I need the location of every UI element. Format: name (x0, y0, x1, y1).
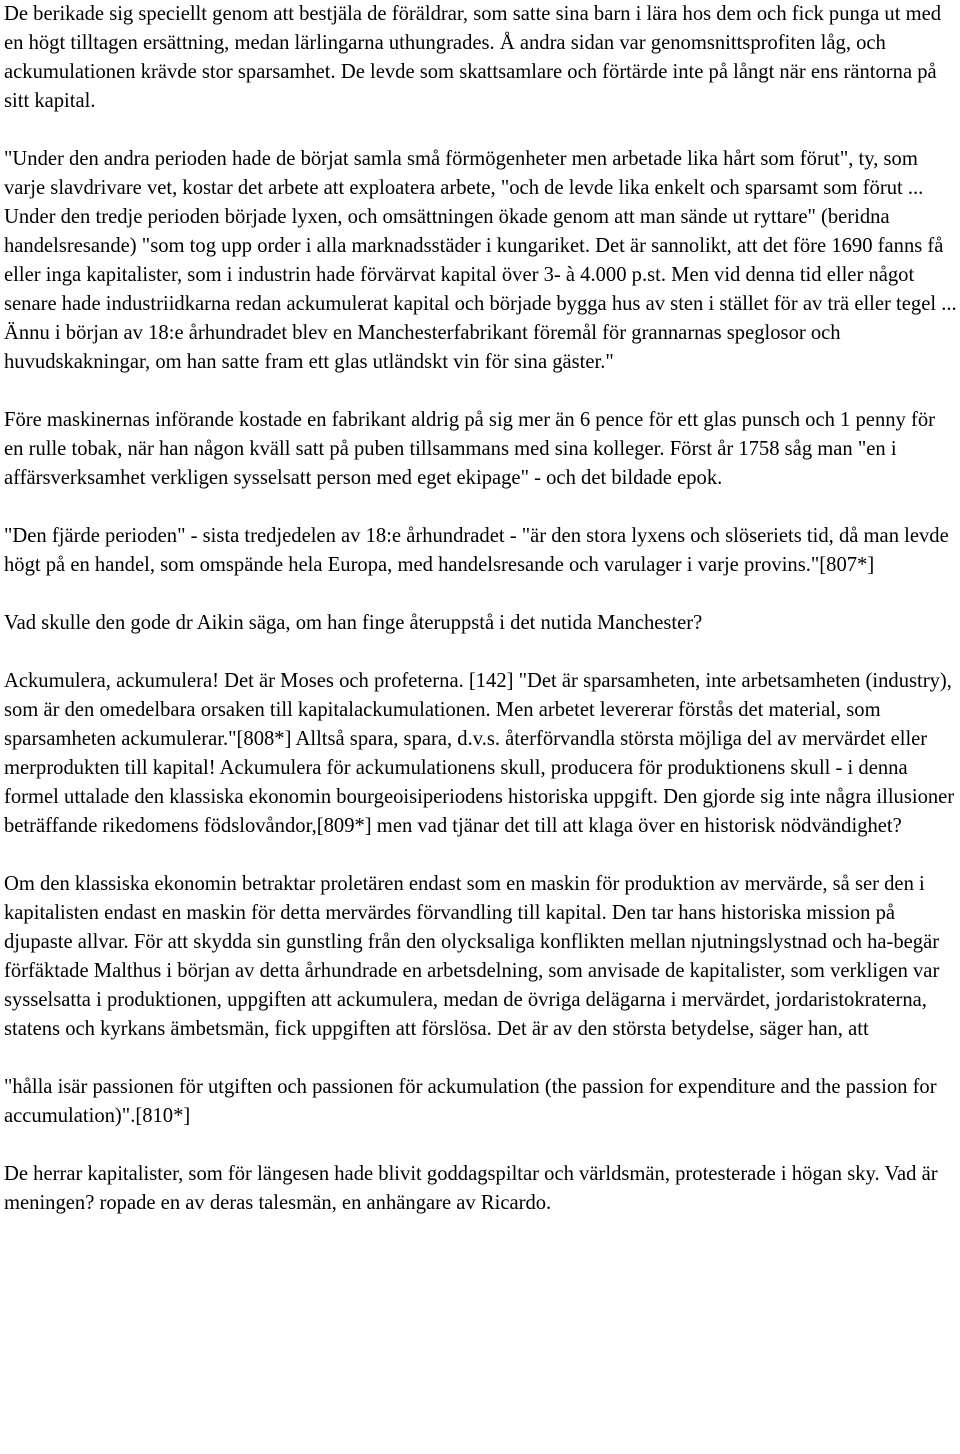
paragraph-1: De berikade sig speciellt genom att bestjäla de föräldrar, som satte sina barn i lära hos dem och fick punga ut med en högt tilltagen ersättning, medan lärlingarna uthungrades. Å andra sidan var genomsnittsprofiten låg, och ackumulationen krävde stor sparsamhet. De levde som skattsamlare och förtärde inte på långt när ens räntorna på sitt kapital. (4, 3, 942, 112)
paragraph-5: Vad skulle den gode dr Aikin säga, om han finge återuppstå i det nutida Manchester? (4, 612, 703, 634)
paragraph-6: Ackumulera, ackumulera! Det är Moses och profeterna. [142] "Det är sparsamheten, inte arbetsamheten (industry), som är den omedelbara orsaken till kapitalackumulationen. Men arbetet levererar förstås det material, som sparsamheten ackumulerar."[808*] Alltså spara, spara, d.v.s. återförvandla största möjliga del av mervärdet eller merprodukten till kapital! Ackumulera för ackumulationens skull, producera för produktionens skull - i denna formel uttalade den klassiska ekonomin bourgeoisiperiodens historiska uppgift. Den gjorde sig inte några illusioner beträffande rikedomens födslovåndor,[809*] men vad tjänar det till att klaga över en historisk nödvändighet? (4, 670, 955, 837)
paragraph-4: "Den fjärde perioden" - sista tredjedelen av 18:e århundradet - "är den stora lyxens och slöseriets tid, då man levde högt på en handel, som omspände hela Europa, med handelsresande och varulager i varje provins."[807*] (4, 525, 949, 576)
paragraph-9: De herrar kapitalister, som för längesen hade blivit goddagspiltar och världsmän, protesterade i högan sky. Vad är meningen? ropade en av deras talesmän, en anhängare av Ricardo. (4, 1163, 938, 1214)
paragraph-2: "Under den andra perioden hade de börjat samla små förmögenheter men arbetade lika hårt som förut", ty, som varje slavdrivare vet, kostar det arbete att exploatera arbete, "och de levde lika enkelt och sparsamt som förut ... Under den tredje perioden började lyxen, och omsättningen ökade genom att man sände ut ryttare" (beridna handelsresande) "som tog upp order i alla marknadsstäder i kungariket. Det är sannolikt, att det före 1690 fanns få eller inga kapitalister, som i industrin hade förvärvat kapital över 3- à 4.000 p.st. Men vid denna tid eller något senare hade industriidkarna redan ackumulerat kapital och började bygga hus av sten i stället för av trä eller tegel ... Ännu i början av 18:e århundradet blev en Manchesterfabrikant föremål för grannarnas speglosor och huvudskakningar, om han satte fram ett glas utländskt vin för sina gäster." (4, 148, 957, 373)
document-page (4, 0, 958, 1218)
paragraph-3: Före maskinernas införande kostade en fabrikant aldrig på sig mer än 6 pence för ett glas punsch och 1 penny för en rulle tobak, när han någon kväll satt på puben tillsammans med sina kolleger. Först år 1758 såg man "en i affärsverksamhet verkligen sysselsatt person med eget ekipage" - och det bildade epok. (4, 409, 935, 489)
paragraph-8: "hålla isär passionen för utgiften och passionen för ackumulation (the passion for expenditure and the passion for accumulation)".[810*] (4, 1076, 937, 1127)
paragraph-7: Om den klassiska ekonomin betraktar proletären endast som en maskin för produktion av mervärde, så ser den i kapitalisten endast en maskin för detta mervärdes förvandling till kapital. Den tar hans historiska mission på djupaste allvar. För att skydda sin gunstling från den olycksaliga konflikten mellan njutningslystnad och ha-begär förfäktade Malthus i början av detta århundrade en arbetsdelning, som anvisade de kapitalister, som verkligen var sysselsatta i produktionen, uppgiften att ackumulera, medan de övriga delägarna i mervärdet, jordaristokraterna, statens och kyrkans ämbetsmän, fick uppgiften att förslösa. Det är av den största betydelse, säger han, att (4, 873, 940, 1040)
